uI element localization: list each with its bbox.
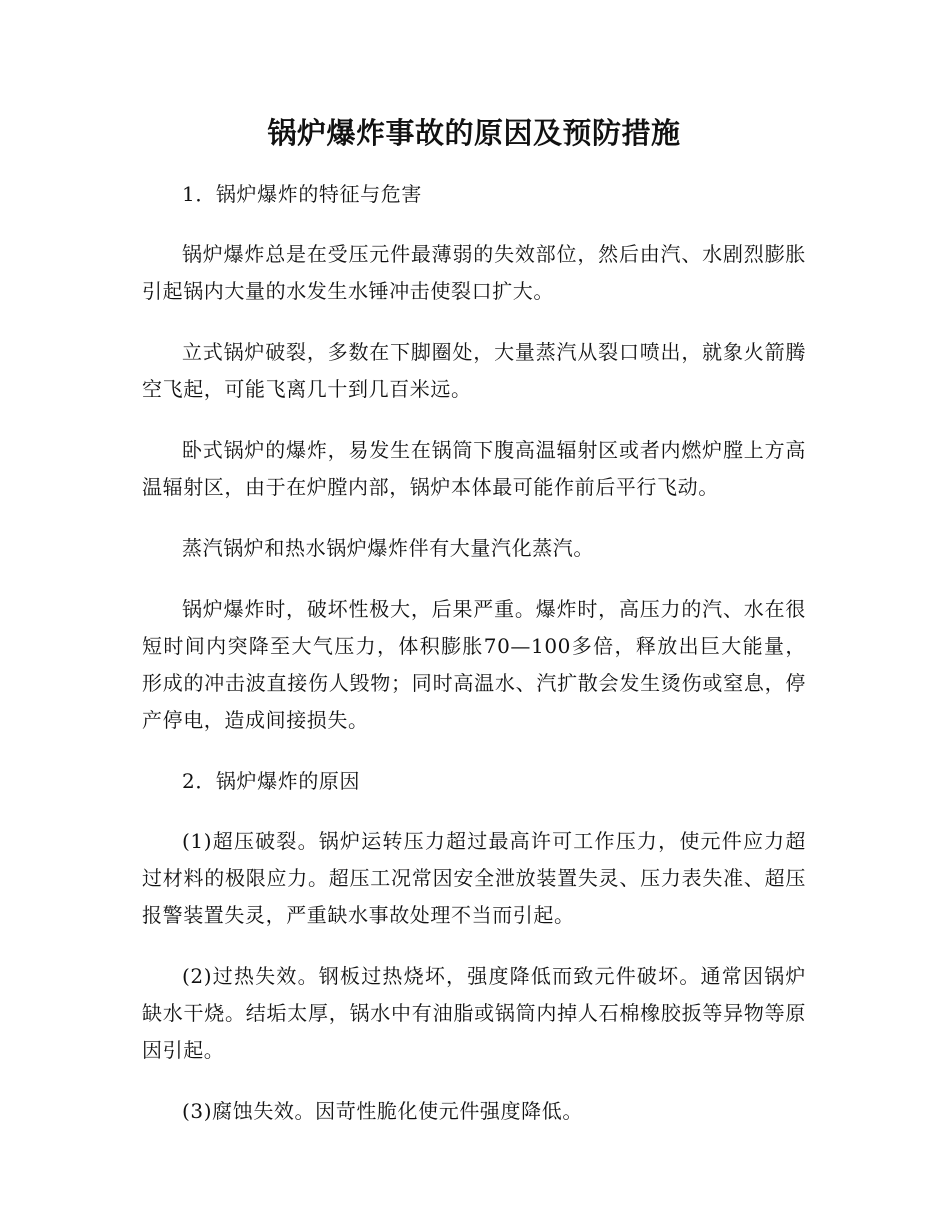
paragraph: (3)腐蚀失效。因苛性脆化使元件强度降低。 [182,1099,583,1123]
paragraph: 立式锅炉破裂，多数在下脚圈处，大量蒸汽从裂口喷出，就象火箭腾空飞起，可能飞离几十到几百米远。 [142,340,806,401]
document-title: 锅炉爆炸事故的原因及预防措施 [267,116,681,150]
paragraph: 蒸汽锅炉和热水锅炉爆炸伴有大量汽化蒸汽。 [182,536,594,560]
paragraph: 锅炉爆炸总是在受压元件最薄弱的失效部位，然后由汽、水剧烈膨胀引起锅内大量的水发生水锤冲击使裂口扩大。 [142,242,806,303]
document-body [142,110,806,1154]
section-heading: 2．锅炉爆炸的原因 [182,769,361,793]
section-causes [142,763,806,1130]
section-characteristics [142,176,806,739]
paragraph: (1)超压破裂。锅炉运转压力超过最高许可工作压力，使元件应力超过材料的极限应力。超压工况常因安全泄放装置失灵、压力表失准、超压报警装置失灵，严重缺水事故处理不当而引起。 [142,829,806,927]
section-heading: 1．锅炉爆炸的特征与危害 [182,182,422,206]
paragraph: 卧式锅炉的爆炸，易发生在锅筒下腹高温辐射区或者内燃炉膛上方高温辐射区，由于在炉膛内部，锅炉本体最可能作前后平行飞动。 [142,438,806,499]
paragraph: 锅炉爆炸时，破坏性极大，后果严重。爆炸时，高压力的汽、水在很短时间内突降至大气压力，体积膨胀70—100多倍，释放出巨大能量，形成的冲击波直接伤人毁物；同时高温水、汽扩散会发生烫伤或窒息，停产停电，造成间接损失。 [142,597,806,732]
paragraph: (2)过热失效。钢板过热烧坏，强度降低而致元件破坏。通常因锅炉缺水干烧。结垢太厚，锅水中有油脂或锅筒内掉人石棉橡胶扳等异物等原因引起。 [142,964,806,1062]
